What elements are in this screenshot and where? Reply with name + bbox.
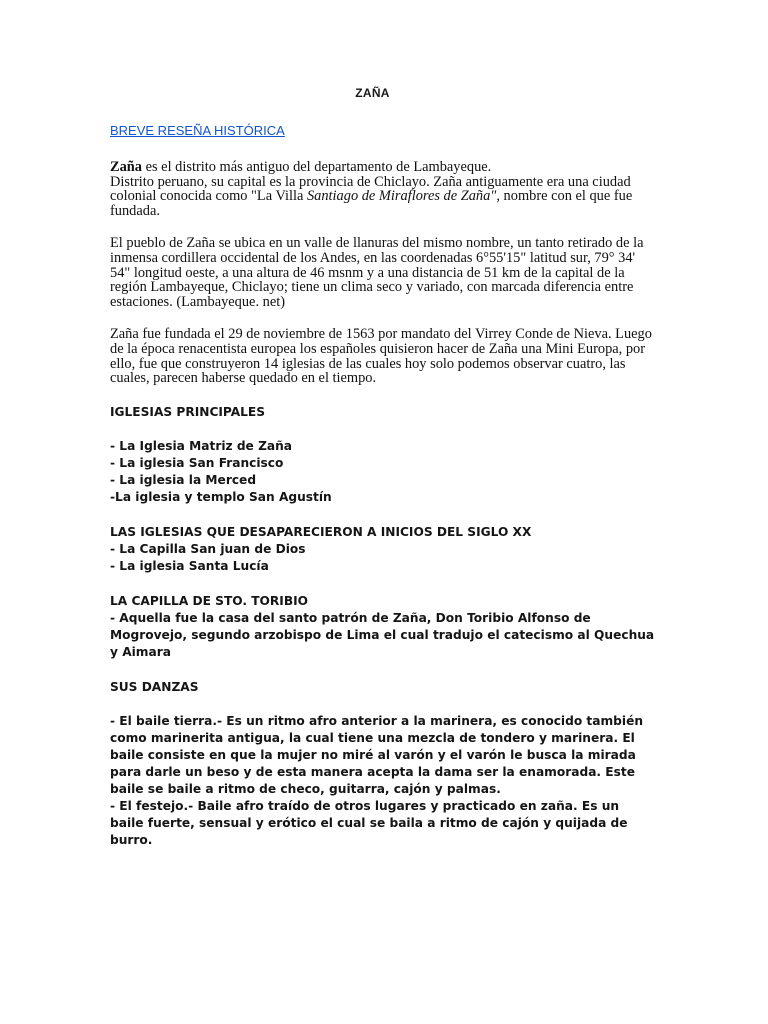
foundation-paragraph: Zaña fue fundada el 29 de noviembre de 1563 por mandato del Virrey Conde de Nieva. Luego de la época renacentista europea los españoles quisieron hacer de Zaña una Mini Europa, por ello, fue que construyeron 14 iglesias de las cuales hoy solo podemos observar cuatro, las cuales, parecen haberse quedado en el tiempo. (110, 326, 652, 387)
document-page (110, 86, 655, 849)
intro-first-line: es el distrito más antiguo del departamento de Lambayeque. (142, 159, 492, 175)
list-item: -La iglesia y templo San Agustín (110, 489, 332, 504)
page-title: ZAÑA (355, 86, 390, 100)
list-item: - La Iglesia Matriz de Zaña (110, 438, 293, 453)
intro-text-part1: Distrito peruano, su capital es la provincia de Chiclayo. Zaña antiguamente era una ciudad colonial conocida como "La Villa (110, 173, 631, 205)
intro-text-part2: , nombre con el que fue fundada. (110, 188, 633, 219)
vanished-churches-heading: LAS IGLESIAS QUE DESAPARECIERON A INICIOS DEL SIGLO XX (110, 524, 532, 539)
historical-summary-link[interactable]: BREVE RESEÑA HISTÓRICA (110, 123, 285, 138)
dance-item-baile-tierra: - El baile tierra.- Es un ritmo afro anterior a la marinera, es conocido también como marinerita antigua, la cual tiene una mezcla de tondero y marinera. El baile consiste en que la mujer no miré al varón y el varón le busca la mirada para darle un beso y de esta manera acepta la dama ser la enamorada. Este baile se baile a ritmo de checo, guitarra, cajón y palmas. (110, 713, 644, 796)
chapel-heading: LA CAPILLA DE STO. TORIBIO (110, 593, 309, 608)
intro-paragraph (110, 160, 655, 218)
list-item: - La iglesia la Merced (110, 472, 257, 487)
main-churches-heading: IGLESIAS PRINCIPALES (110, 404, 266, 419)
chapel-text: - Aquella fue la casa del santo patrón de Zaña, Don Toribio Alfonso de Mogrovejo, segundo arzobispo de Lima el cual tradujo el catecismo al Quechua y Aimara (110, 610, 655, 659)
dance-item-festejo: - El festejo.- Baile afro traído de otros lugares y practicado en zaña. Es un baile fuerte, sensual y erótico el cual se baila a ritmo de cajón y quijada de burro. (110, 798, 628, 847)
list-item: - La iglesia Santa Lucía (110, 558, 269, 573)
list-item: - La iglesia San Francisco (110, 455, 284, 470)
dances-heading: SUS DANZAS (110, 679, 199, 694)
location-paragraph: El pueblo de Zaña se ubica en un valle de llanuras del mismo nombre, un tanto retirado de la inmensa cordillera occidental de los Andes, en las coordenadas 6°55'15" latitud sur, 79° 34' 54" longitud oeste, a una altura de 46 msnm y a una distancia de 51 km de la capital de la región Lambayeque, Chiclayo; tiene un clima seco y variado, con marcada diferencia entre estaciones. (Lambayeque. net) (110, 235, 644, 310)
intro-text-italic: Santiago de Miraflores de Zaña" (306, 188, 497, 205)
main-churches-list (110, 438, 655, 506)
vanished-churches-list (110, 541, 655, 575)
intro-bold-lead: Zaña (110, 159, 142, 175)
list-item: - La Capilla San juan de Dios (110, 541, 306, 556)
